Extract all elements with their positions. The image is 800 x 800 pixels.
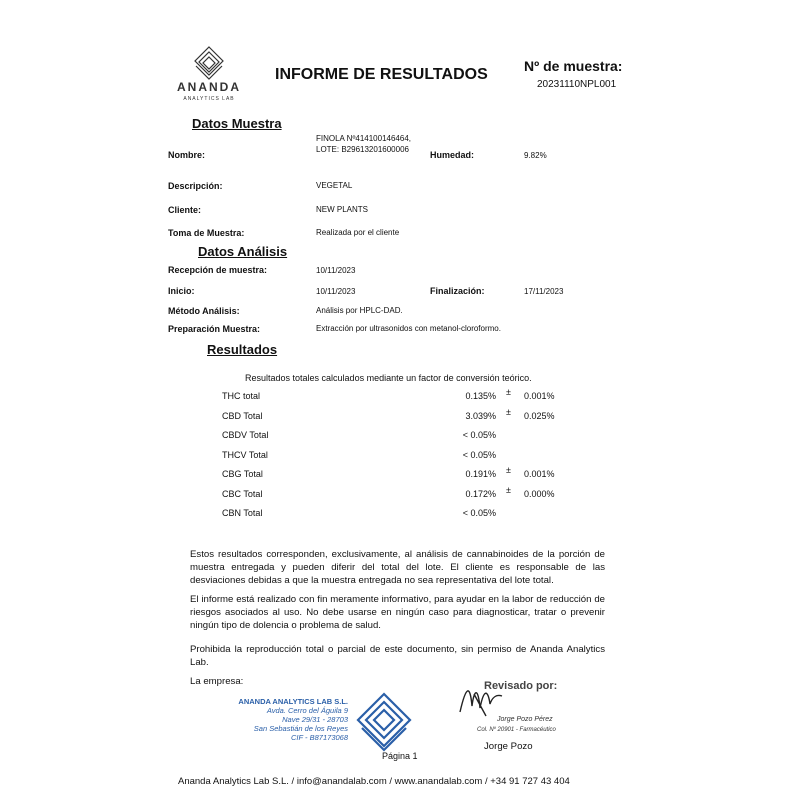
description-label: Descripción: <box>168 181 223 191</box>
humidity-value: 9.82% <box>524 151 547 160</box>
humidity-label: Humedad: <box>430 150 475 160</box>
sampling-label: Toma de Muestra: <box>168 228 245 238</box>
name-line1: FINOLA Nº414100146464, <box>316 134 411 143</box>
result-value: 0.191% <box>465 469 496 479</box>
disclaimer-paragraph-2: El informe está realizado con fin meramente informativo, para ayudar en la labor de reducción de riesgos asociados al uso. No debe usarse en ningún caso para diagnosticar, tratar o prevenir ningún tipo de dolencia o problema de salud. <box>190 594 605 632</box>
stamp-lotus-icon <box>352 690 416 754</box>
end-value: 17/11/2023 <box>524 287 564 296</box>
result-value: < 0.05% <box>462 450 496 460</box>
reception-label: Recepción de muestra: <box>168 265 268 275</box>
sample-number-label: Nº de muestra: <box>524 58 623 74</box>
client-label: Cliente: <box>168 205 202 215</box>
description-value: VEGETAL <box>316 181 353 190</box>
logo-name: ANANDA <box>177 80 241 94</box>
end-label: Finalización: <box>430 286 485 296</box>
start-label: Inicio: <box>168 286 195 296</box>
result-compound: THC total <box>222 391 261 401</box>
sample-number: 20231110NPL001 <box>537 79 617 90</box>
results-note: Resultados totales calculados mediante un factor de conversión teórico. <box>245 373 532 383</box>
result-value: < 0.05% <box>462 430 496 440</box>
sampling-value: Realizada por el cliente <box>316 228 400 237</box>
result-compound: CBC Total <box>222 489 263 499</box>
logo-subtitle: ANALYTICS LAB <box>183 96 235 102</box>
page-title: INFORME DE RESULTADOS <box>275 66 488 83</box>
stamp-line-4: San Sebastián de los Reyes <box>253 724 348 733</box>
result-value: < 0.05% <box>462 508 496 518</box>
start-value: 10/11/2023 <box>316 287 356 296</box>
results-heading: Resultados <box>207 342 278 357</box>
signature-name: Jorge Pozo Pérez <box>497 716 553 723</box>
result-uncertainty: 0.001% <box>524 469 555 479</box>
name-line2: LOTE: B29613201600006 <box>316 145 409 154</box>
disclaimer-paragraph-1: Estos resultados corresponden, exclusivamente, al análisis de cannabinoides de la porción de muestra entregada y pueden diferir del total del lote. El cliente es responsable de las desviaciones debidas a que la muestra entregada no sea representativa del lote total. <box>190 549 605 587</box>
stamp-line-5: CIF - B87173068 <box>291 733 348 742</box>
result-compound: CBD Total <box>222 411 263 421</box>
result-row <box>0 450 800 464</box>
result-row <box>0 430 800 444</box>
sample-data-heading: Datos Muestra <box>192 116 282 131</box>
prep-label: Preparación Muestra: <box>168 324 261 334</box>
method-value: Análisis por HPLC-DAD. <box>316 306 403 315</box>
reviewer-name: Jorge Pozo <box>484 741 533 752</box>
result-value: 3.039% <box>465 411 496 421</box>
reception-value: 10/11/2023 <box>316 266 356 275</box>
result-compound: THCV Total <box>222 450 268 460</box>
analysis-data-heading: Datos Análisis <box>198 244 288 259</box>
result-uncertainty: 0.025% <box>524 411 555 421</box>
disclaimer-paragraph-3: Prohibida la reproducción total o parcial de este documento, sin permiso de Ananda Analytics Lab. <box>190 644 605 669</box>
stamp-line-3: Nave 29/31 - 28703 <box>282 715 348 724</box>
client-value: NEW PLANTS <box>316 205 369 214</box>
stamp-line-2: Avda. Cerro del Águila 9 <box>266 706 348 715</box>
result-row <box>0 465 800 483</box>
reviewed-by-label: Revisado por: <box>484 680 558 692</box>
method-label: Método Análisis: <box>168 306 240 316</box>
result-plus-minus: ± <box>506 387 511 397</box>
company-stamp <box>228 697 348 742</box>
result-row <box>0 407 800 425</box>
result-value: 0.172% <box>465 489 496 499</box>
result-row <box>0 508 800 522</box>
prep-value: Extracción por ultrasonidos con metanol-cloroformo. <box>316 324 501 333</box>
result-value: 0.135% <box>465 391 496 401</box>
stamp-logo <box>352 690 416 754</box>
result-row <box>0 485 800 503</box>
name-label: Nombre: <box>168 150 206 160</box>
footer-contact: Ananda Analytics Lab S.L. / info@anandalab.com / www.anandalab.com / +34 91 727 43 404 <box>178 776 570 787</box>
result-compound: CBG Total <box>222 469 263 479</box>
result-compound: CBN Total <box>222 508 263 518</box>
page-number: Página 1 <box>382 751 418 761</box>
result-compound: CBDV Total <box>222 430 269 440</box>
stamp-line-1: ANANDA ANALYTICS LAB S.L. <box>238 697 348 706</box>
result-uncertainty: 0.001% <box>524 391 555 401</box>
result-plus-minus: ± <box>506 465 511 475</box>
result-row <box>0 387 800 405</box>
result-uncertainty: 0.000% <box>524 489 555 499</box>
company-label: La empresa: <box>190 676 244 687</box>
signature-college: Col. Nº 20901 - Farmacéutico <box>477 727 556 733</box>
result-plus-minus: ± <box>506 407 511 417</box>
result-plus-minus: ± <box>506 485 511 495</box>
